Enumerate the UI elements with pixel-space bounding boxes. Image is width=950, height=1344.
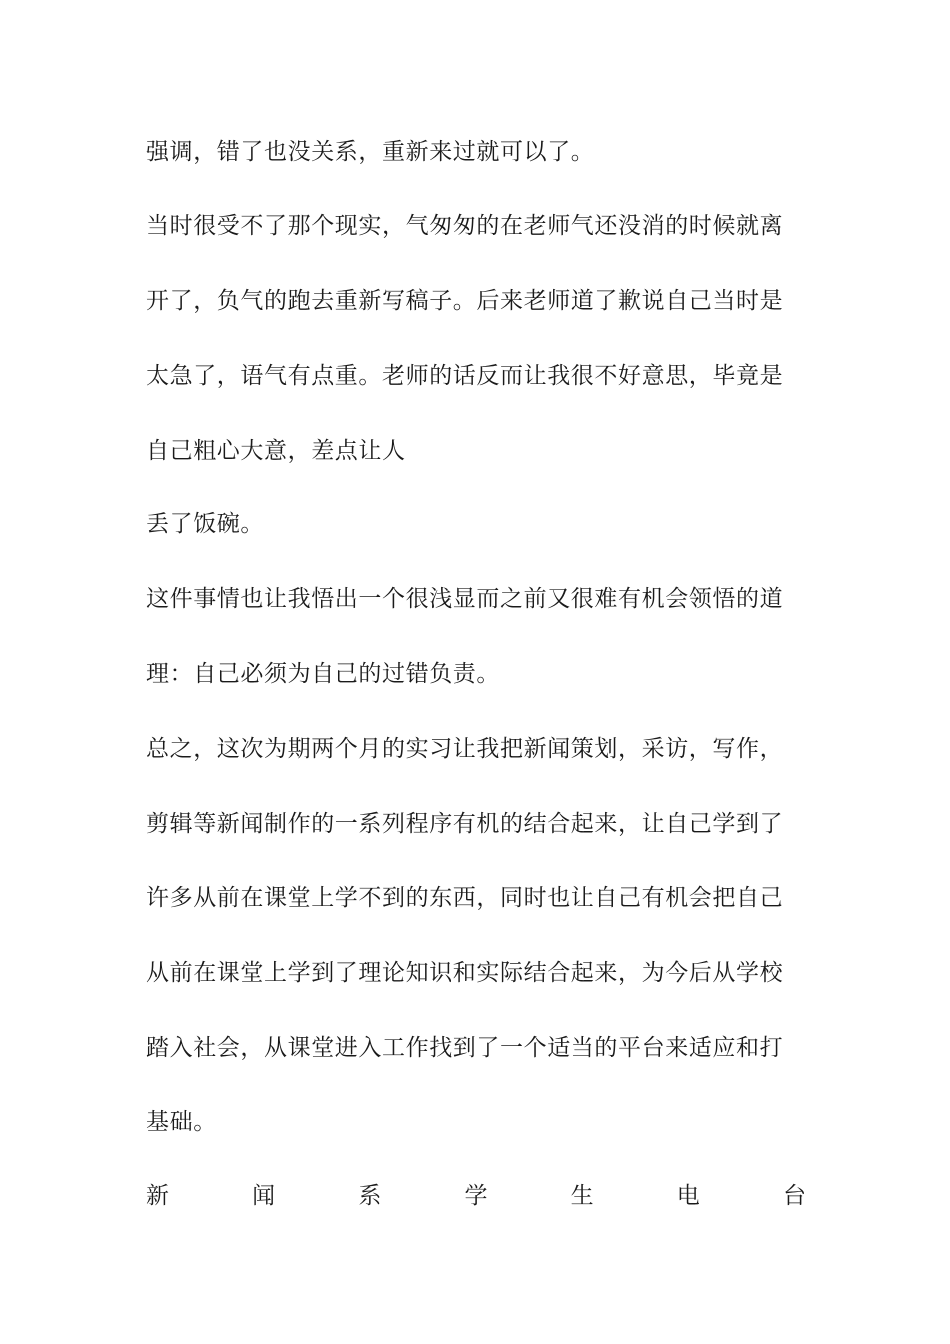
text-line-12: 从前在课堂上学到了理论知识和实际结合起来，为今后从学校	[146, 960, 784, 986]
text-line-6: 丢了饭碗。	[146, 511, 264, 537]
signature-char: 新	[146, 1183, 169, 1209]
text-line-7: 这件事情也让我悟出一个很浅显而之前又很难有机会领悟的道	[146, 586, 784, 612]
signature-char: 闻	[252, 1183, 276, 1209]
signature-char: 电	[676, 1183, 700, 1209]
text-line-13: 踏入社会，从课堂进入工作找到了一个适当的平台来适应和打	[146, 1035, 784, 1061]
text-line-1: 强调，错了也没关系，重新来过就可以了。	[146, 139, 595, 165]
signature-line	[146, 1181, 806, 1211]
text-line-11: 许多从前在课堂上学不到的东西，同时也让自己有机会把自己	[146, 885, 784, 911]
text-line-14: 基础。	[146, 1109, 217, 1135]
text-line-5: 自己粗心大意，差点让人	[146, 438, 406, 464]
signature-char: 系	[358, 1183, 382, 1209]
text-line-3: 开了，负气的跑去重新写稿子。后来老师道了歉说自己当时是	[146, 288, 784, 314]
signature-char: 学	[464, 1183, 488, 1209]
signature-char: 生	[570, 1183, 594, 1209]
text-line-4: 太急了，语气有点重。老师的话反而让我很不好意思，毕竟是	[146, 363, 784, 389]
text-line-2: 当时很受不了那个现实，气匆匆的在老师气还没消的时候就离	[146, 213, 784, 239]
signature-char: 台	[782, 1183, 806, 1209]
text-line-10: 剪辑等新闻制作的一系列程序有机的结合起来，让自己学到了	[146, 811, 784, 837]
text-line-9: 总之，这次为期两个月的实习让我把新闻策划，采访，写作，	[146, 736, 784, 762]
text-line-8: 理：自己必须为自己的过错负责。	[146, 661, 500, 687]
